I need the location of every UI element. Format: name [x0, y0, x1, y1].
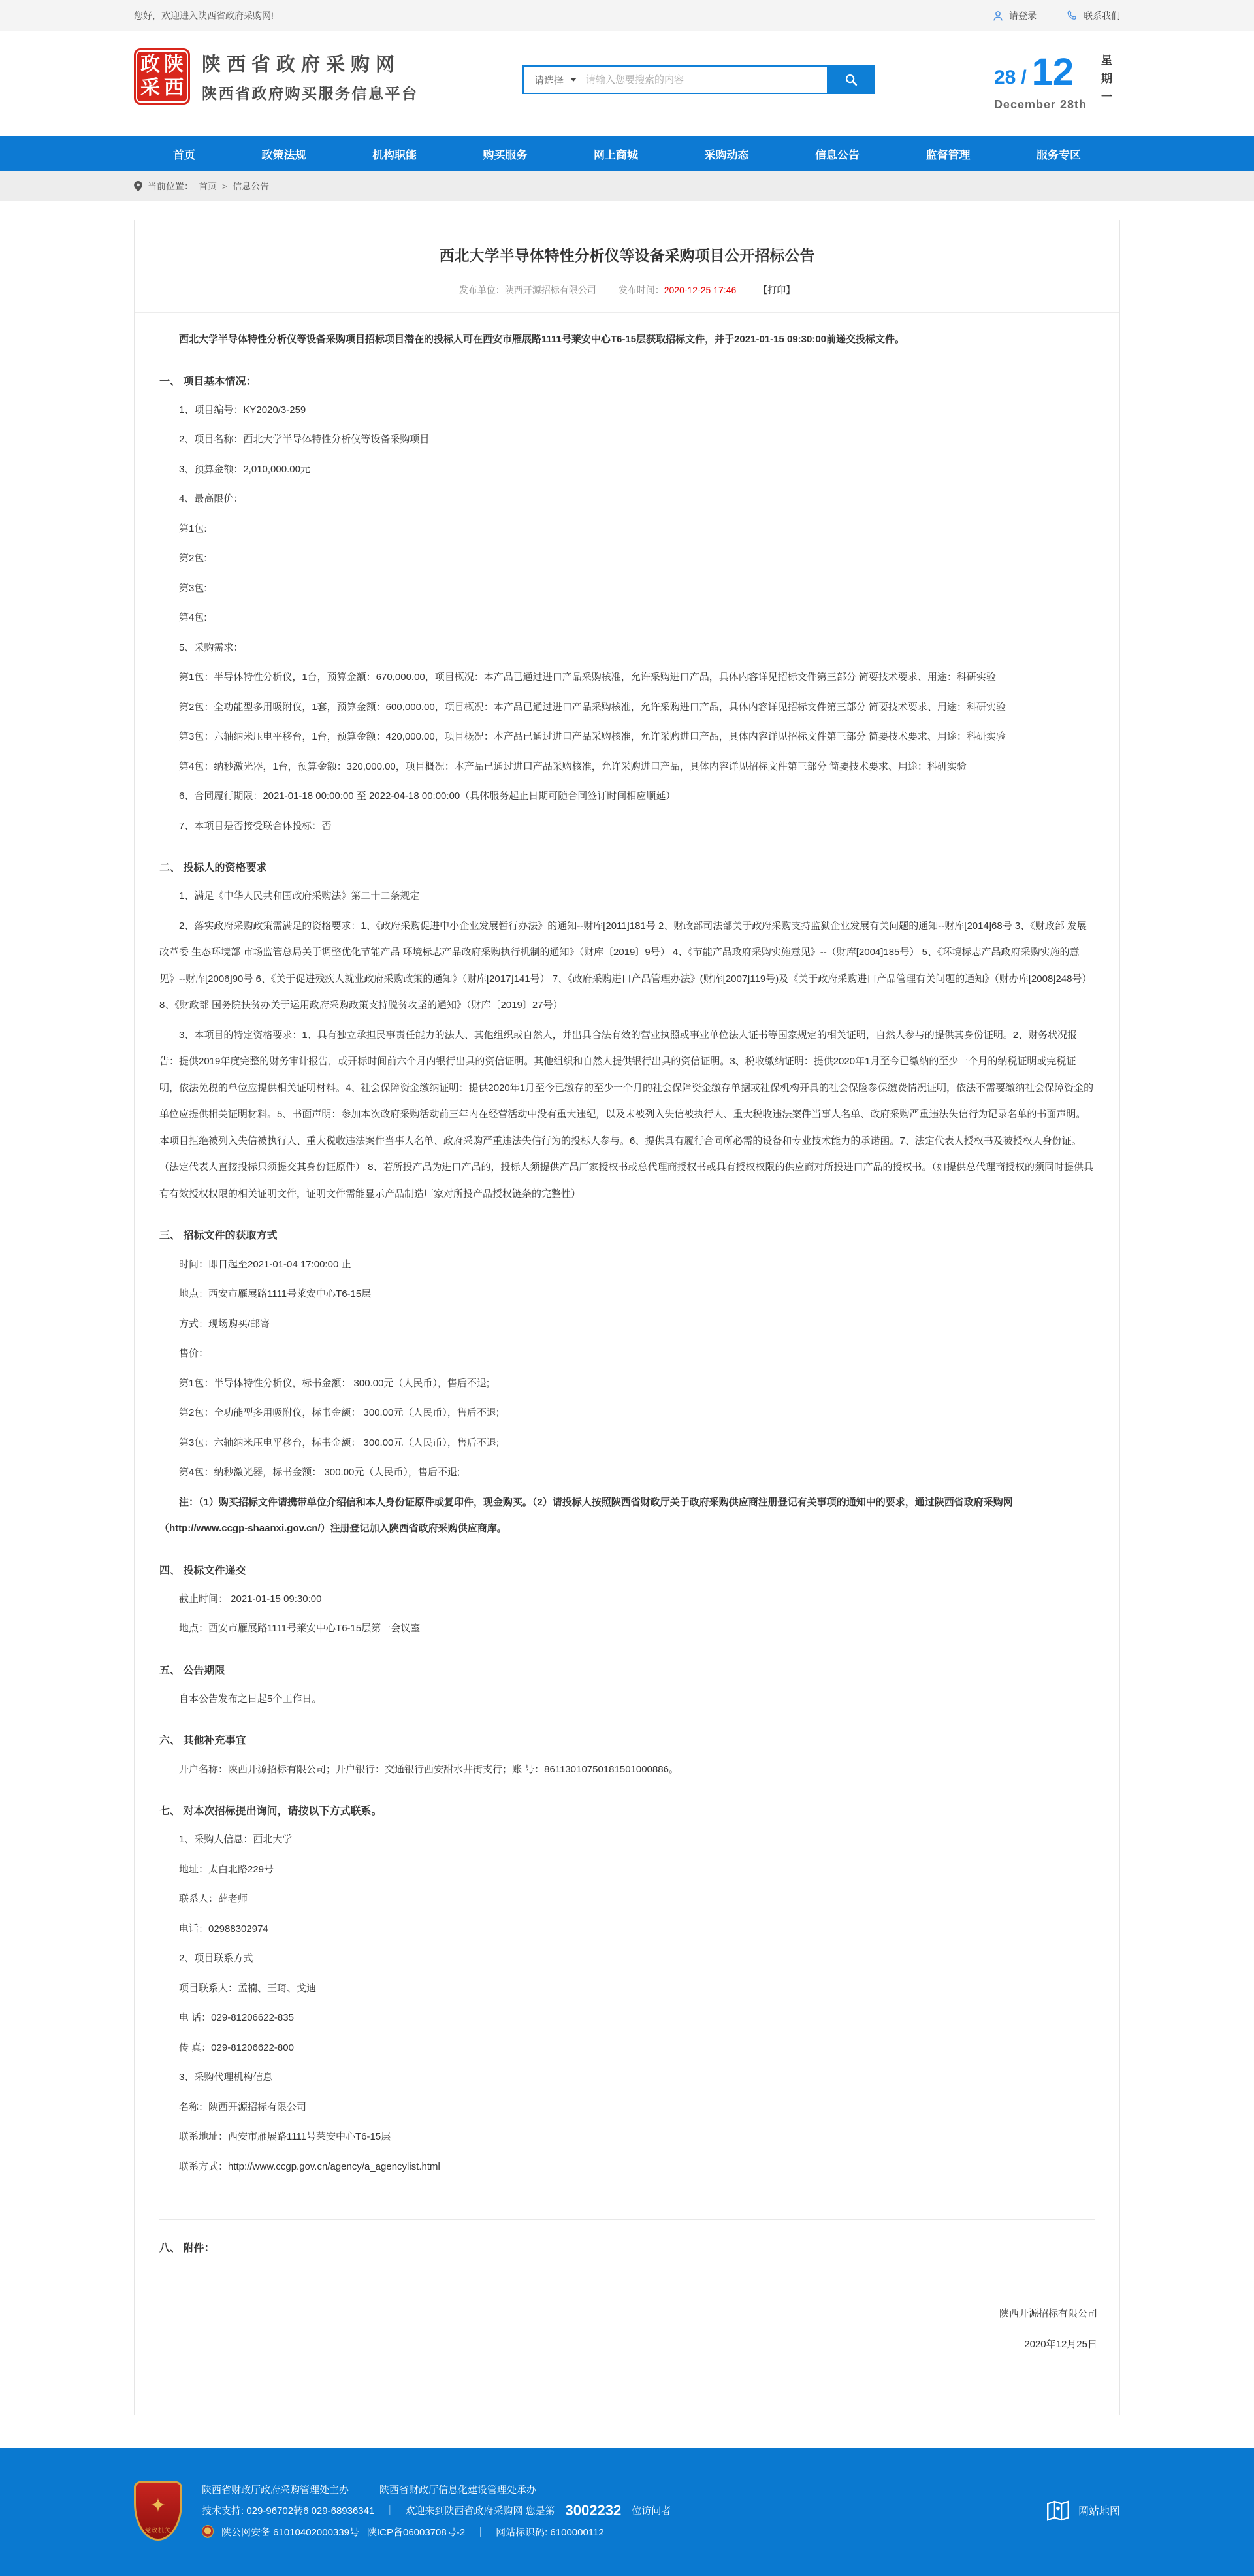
footer-site-code: 网站标识码: 6100000112 [496, 2526, 604, 2538]
emblem-torch-icon: ✦ [150, 2495, 167, 2517]
page-title: 西北大学半导体特性分析仪等设备采购项目公开招标公告 [439, 247, 815, 264]
contact-label: 联系我们 [1084, 10, 1120, 21]
paragraph: 方式：现场购买/邮寄 [179, 1318, 270, 1329]
logo-char: 西 [164, 77, 184, 99]
footer-separator: ｜ [359, 2484, 370, 2496]
main-nav [0, 136, 1254, 171]
section-heading: 四、 投标文件递交 [159, 1565, 246, 1576]
footer-welcome-suffix: 位访问者 [632, 2505, 671, 2517]
section-heading: 一、 项目基本情况： [159, 376, 257, 387]
breadcrumb-home[interactable]: 首页 [199, 181, 217, 191]
section-heading: 二、 投标人的资格要求 [159, 862, 267, 874]
announcement-card [134, 220, 1120, 2415]
search-bar [522, 65, 875, 94]
section-heading: 六、 其他补充事宜 [159, 1735, 246, 1747]
paragraph: 注：（1）购买招标文件请携带单位介绍信和本人身份证原件或复印件，现金购买。（2）请投标人按照陕西省财政厅关于政府采购供应商注册登记有关事项的通知中的要求，通过陕西省政府采购网（http://www.ccgp-shaanxi.gov.cn/）注册登记加入陕西省政府采购供应商库。 [159, 1496, 1013, 1535]
publisher-label: 发布单位： [458, 285, 505, 295]
footer-icp-record: 陕ICP备06003708号-2 [366, 2526, 466, 2538]
paragraph: 地点：西安市雁展路1111号莱安中心T6-15层 [179, 1288, 372, 1300]
emblem-label: 党政机关 [144, 2526, 171, 2534]
site-brand[interactable] [134, 48, 419, 105]
footer-line-support [202, 2502, 1044, 2519]
paragraph: 1、项目编号：KY2020/3-259 [179, 404, 306, 416]
paragraph: 2、项目联系方式 [179, 1953, 253, 1965]
chevron-down-icon [570, 78, 577, 82]
search-button[interactable] [827, 65, 875, 94]
date-separator: / [1021, 67, 1027, 88]
logo-char: 政 [140, 54, 160, 75]
paragraph: 自本公告发布之日起5个工作日。 [179, 1693, 322, 1704]
paragraph: 联系地址：西安市雁展路1111号莱安中心T6-15层 [179, 2131, 391, 2143]
visitor-count: 3002232 [565, 2502, 622, 2519]
login-link[interactable] [992, 9, 1037, 22]
site-header [0, 31, 1254, 136]
paragraph: 2、项目名称：西北大学半导体特性分析仪等设备采购项目 [179, 434, 430, 446]
paragraph: 名称：陕西开源招标有限公司 [179, 2101, 307, 2113]
weekday-label: 星 期 一 [1101, 54, 1112, 104]
nav-item-5[interactable]: 采购动态 [704, 148, 749, 161]
footer-line-organizers [202, 2483, 1044, 2496]
paragraph: 第3包：六轴纳米压电平移台，1台，预算金额：420,000.00，项目概况：本产品已通过进口产品采购核准，允许采购进口产品，具体内容详见招标文件第三部分 简要技术要求、用途：科研实验 [179, 731, 1006, 743]
paragraph: 6、合同履行期限：2021-01-18 00:00:00 至 2022-04-18 00:00:00（具体服务起止日期可随合同签订时间相应顺延） [179, 791, 676, 802]
article-signature [135, 2306, 1119, 2351]
top-utility-bar [0, 0, 1254, 31]
paragraph: 售价： [179, 1348, 209, 1360]
paragraph: 1、采购人信息：西北大学 [179, 1834, 293, 1846]
breadcrumb-prefix: 当前位置： [148, 181, 193, 191]
footer-organizer: 陕西省财政厅政府采购管理处主办 [202, 2484, 349, 2496]
section-heading: 三、 招标文件的获取方式 [159, 1230, 278, 1242]
paragraph: 第1包：半导体特性分析仪，1台，预算金额：670,000.00，项目概况：本产品已通过进口产品采购核准，允许采购进口产品，具体内容详见招标文件第三部分 简要技术要求、用途：科研实验 [179, 672, 996, 683]
signature-org: 陕西开源招标有限公司 [999, 2307, 1097, 2319]
paragraph: 电话：02988302974 [179, 1923, 268, 1934]
paragraph: 第4包：纳秒激光器，1台，预算金额：320,000.00，项目概况：本产品已通过进口产品采购核准，允许采购进口产品，具体内容详见招标文件第三部分 简要技术要求、用途：科研实验 [179, 760, 967, 772]
paragraph: 第2包: [179, 553, 207, 564]
location-pin-icon [134, 181, 142, 191]
nav-item-1[interactable]: 政策法规 [261, 148, 306, 161]
publish-time-value: 2020-12-25 17:46 [664, 285, 737, 295]
footer-line-registration [202, 2525, 1044, 2539]
section-heading: 七、 对本次招标提出询问，请按以下方式联系。 [159, 1806, 382, 1818]
paragraph: 第1包: [179, 523, 207, 534]
paragraph: 第4包: [179, 612, 207, 624]
paragraph: 传 真：029-81206622-800 [179, 2042, 294, 2053]
logo-char: 采 [140, 77, 160, 99]
paragraph: 第3包: [179, 582, 207, 594]
paragraph: 联系方式：http://www.ccgp.gov.cn/agency/a_agencylist.html [179, 2160, 440, 2172]
paragraph: 项目联系人：孟楠、王琦、戈迪 [179, 1982, 317, 1994]
site-logo [134, 48, 190, 105]
site-footer [0, 2448, 1254, 2576]
footer-separator: ｜ [385, 2505, 395, 2517]
footer-co-organizer: 陕西省财政厅信息化建设管理处承办 [379, 2484, 537, 2496]
section-divider [159, 2219, 1095, 2220]
paragraph: 1、满足《中华人民共和国政府采购法》第二十二条规定 [179, 890, 420, 902]
paragraph: 截止时间： 2021-01-15 09:30:00 [179, 1593, 322, 1605]
search-icon [844, 73, 858, 87]
paragraph: 西北大学半导体特性分析仪等设备采购项目招标项目潜在的投标人可在西安市雁展路1111号莱安中心T6-15层获取招标文件，并于2021-01-15 09:30:00前递交投标文件。 [179, 334, 905, 345]
paragraph: 3、采购代理机构信息 [179, 2072, 273, 2083]
nav-item-3[interactable]: 购买服务 [483, 148, 528, 161]
article-body [135, 313, 1119, 2260]
section-heading: 五、 公告期限 [159, 1665, 225, 1676]
article-meta [135, 284, 1119, 313]
nav-item-2[interactable]: 机构职能 [372, 148, 417, 161]
footer-security-record: 陕公网安备 61010402000339号 [221, 2526, 359, 2538]
police-badge-icon [202, 2525, 214, 2538]
signature-date: 2020年12月25日 [1024, 2338, 1097, 2350]
print-button[interactable]: 【打印】 [758, 285, 796, 295]
section-heading: 八、 附件： [159, 2243, 215, 2255]
welcome-text: 您好，欢迎进入陕西省政府采购网! [134, 10, 274, 21]
paragraph: 地点：西安市雁展路1111号莱安中心T6-15层第一会议室 [179, 1623, 421, 1635]
user-icon [992, 10, 1004, 22]
paragraph: 时间：即日起至2021-01-04 17:00:00 止 [179, 1258, 351, 1270]
search-select-label: 请选择 [534, 74, 564, 86]
breadcrumb-bar [0, 171, 1254, 201]
search-category-select[interactable] [524, 73, 586, 87]
site-title: 陕西省政府采购网 [202, 54, 401, 75]
breadcrumb-current[interactable]: 信息公告 [233, 181, 270, 191]
nav-item-4[interactable]: 网上商城 [594, 148, 638, 161]
breadcrumb [134, 171, 1120, 201]
search-input[interactable] [586, 67, 827, 93]
breadcrumb-separator: > [222, 181, 228, 191]
paragraph: 7、本项目是否接受联合体投标：否 [179, 820, 332, 832]
nav [134, 136, 1120, 171]
sitemap-label: 网站地图 [1078, 2506, 1120, 2517]
login-label: 请登录 [1009, 10, 1037, 21]
publish-time-label: 发布时间： [618, 285, 664, 295]
site-subtitle: 陕西省政府购买服务信息平台 [202, 85, 419, 102]
footer-welcome: 欢迎来到陕西省政府采购网 您是第 [405, 2505, 555, 2517]
nav-item-7[interactable]: 监督管理 [925, 148, 971, 161]
paragraph: 第4包：纳秒激光器，标书金额： 300.00元（人民币），售后不退; [179, 1467, 460, 1478]
paragraph: 第3包：六轴纳米压电平移台，标书金额： 300.00元（人民币），售后不退; [179, 1437, 500, 1448]
paragraph: 第1包：半导体特性分析仪，标书金额： 300.00元（人民币），售后不退; [179, 1377, 490, 1389]
paragraph: 3、本项目的特定资格要求：1、具有独立承担民事责任能力的法人、其他组织或自然人，并出具合法有效的营业执照或事业单位法人证书等国家规定的相关证明，自然人参与的提供其身份证明。2、财务状况报告：提供2019年度完整的财务审计报告，或开标时间前六个月内银行出具的资信证明。其他组织和自然人提供银行出具的资信证明。3、税收缴纳证明：提供2020年1月至今已缴纳的至少一个月的纳税证明或完税证明，依法免税的单位应提供相关证明材料。4、社会保障资金缴纳证明：提供2020年1月至今已缴存的至少一个月的社会保障资金缴存单据或社保机构开具的社会保险参保缴费情况证明，依法不需要缴纳社会保障资金的单位应提供相关证明材料。5、书面声明：参加本次政府采购活动前三年内在经营活动中没有重大违纪，以及未被列入失信被执行人、重大税收违法案件当事人名单、政府采购严重违法失信行为记录名单的书面声明。本项目拒绝被列入失信被执行人、重大税收违法案件当事人名单、政府采购严重违法失信行为的投标人参与。6、提供具有履行合同所必需的设备和专业技术能力的承诺函。7、法定代表人授权书及被授权人身份证。（法定代表人直接投标只须提交其身份证原件） 8、若所投产品为进口产品的，投标人须提供产品厂家授权书或总代理商授权书或具有授权权限的供应商对所投进口产品的授权书。（如提供总代理商授权的须同时提供具有有效授权权限的相关证明文件，证明文件需能显示产品制造厂家对所投产品授权链条的完整性） [159, 1029, 1094, 1199]
paragraph: 联系人：薛老师 [179, 1893, 248, 1905]
date-widget [993, 51, 1112, 112]
footer-separator: ｜ [475, 2526, 486, 2538]
nav-item-8[interactable]: 服务专区 [1037, 148, 1081, 161]
publisher-value: 陕西开源招标有限公司 [504, 285, 596, 295]
nav-item-6[interactable]: 信息公告 [815, 148, 860, 161]
map-icon [1044, 2497, 1072, 2524]
paragraph: 2、落实政府采购政策需满足的资格要求：1、《政府采购促进中小企业发展暂行办法》的通知--财库[2011]181号 2、财政部司法部关于政府采购支持监狱企业发展有关问题的通知--财库[2014]68号 3、《财政部 发展改革委 生态环境部 市场监管总局关于调整优化节能产品 环境标志产品政府采购执行机制的通知》（财库〔2019〕9号） 4、《节能产品政府采购实施意见》--（财库[2004]185号） 5、《环境标志产品政府采购实施的意见》--财库[2006]90号 6、《关于促进残疾人就业政府采购政策的通知》（财库[2017]141号） 7、《政府采购进口产品管理办法》(财库[2007]119号)及《关于政府采购进口产品管理有关问题的通知》（财办库[2008]248号） 8、《财政部 国务院扶贫办关于运用政府采购政策支持脱贫攻坚的通知》（财库〔2019〕27号） [159, 920, 1092, 1011]
date-english: December 28th [993, 98, 1087, 111]
paragraph: 4、最高限价： [179, 493, 244, 505]
paragraph: 第2包：全功能型多用吸附仪，标书金额： 300.00元（人民币），售后不退; [179, 1407, 500, 1419]
paragraph: 电 话：029-81206622-835 [179, 2012, 294, 2024]
paragraph: 开户名称：陕西开源招标有限公司；开户银行：交通银行西安甜水井街支行；账 号：86113010750181501000886。 [179, 1763, 679, 1775]
paragraph: 3、预算金额：2,010,000.00元 [179, 463, 310, 475]
government-emblem [134, 2481, 182, 2541]
date-month: 12 [1031, 51, 1074, 93]
paragraph: 第2包：全功能型多用吸附仪，1套，预算金额：600,000.00，项目概况：本产品已通过进口产品采购核准，允许采购进口产品，具体内容详见招标文件第三部分 简要技术要求、用途：科研实验 [179, 701, 1006, 713]
sitemap-link[interactable] [1044, 2497, 1120, 2524]
paragraph: 地址：太白北路229号 [179, 1863, 274, 1875]
contact-link[interactable] [1067, 9, 1120, 22]
logo-char: 陕 [164, 54, 184, 75]
footer-tech-support: 技术支持: 029-96702转6 029-68936341 [202, 2505, 375, 2517]
phone-icon [1067, 10, 1078, 22]
nav-item-0[interactable]: 首页 [173, 148, 195, 161]
paragraph: 5、采购需求： [179, 642, 244, 653]
date-day: 28 [993, 67, 1016, 88]
